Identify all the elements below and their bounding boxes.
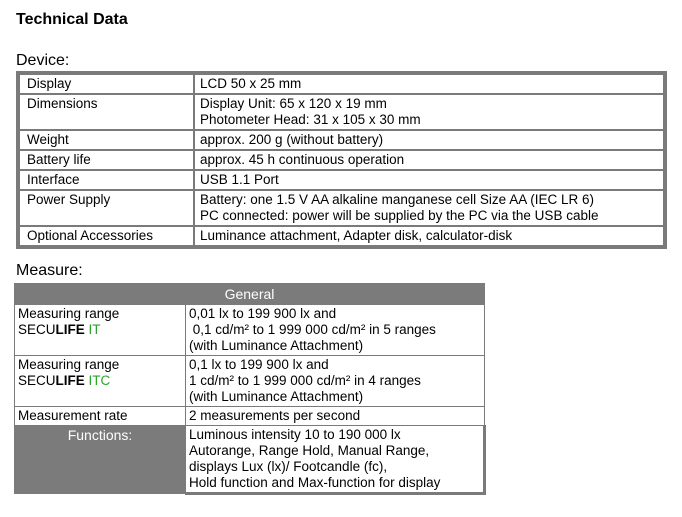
measurement-rate-key: Measurement rate <box>15 407 186 426</box>
table-row <box>15 284 485 305</box>
device-value-interface: USB 1.1 Port <box>194 170 664 190</box>
device-key-dimensions: Dimensions <box>19 94 194 130</box>
measuring-range-it-value: 0,01 lx to 199 900 lx and 0,1 cd/m² to 1 999 000 cd/m² in 5 ranges (with Luminance Attachment) <box>186 305 485 356</box>
general-header: General <box>15 284 485 305</box>
model-itc-label: ITC <box>88 373 111 388</box>
measuring-range-it-key: Measuring range SECULIFE IT <box>15 305 186 356</box>
measuring-range-itc-value: 0,1 lx to 199 900 lx and 1 cd/m² to 1 999 000 cd/m² in 4 ranges (with Luminance Attachment) <box>186 356 485 407</box>
table-row <box>19 170 664 190</box>
device-value-battery-life: approx. 45 h continuous operation <box>194 150 664 170</box>
table-row <box>19 150 664 170</box>
table-row <box>19 94 664 130</box>
device-key-optional-accessories: Optional Accessories <box>19 226 194 246</box>
device-key-display: Display <box>19 74 194 94</box>
device-value-weight: approx. 200 g (without battery) <box>194 130 664 150</box>
functions-value: Luminous intensity 10 to 190 000 lx Autorange, Range Hold, Manual Range, displays Lux (lx)/ Footcandle (fc), Hold function and Max-function for display <box>186 426 485 494</box>
device-key-power-supply: Power Supply <box>19 190 194 226</box>
device-key-weight: Weight <box>19 130 194 150</box>
model-it-label: IT <box>88 322 101 337</box>
device-key-interface: Interface <box>19 170 194 190</box>
measure-table <box>14 283 486 495</box>
table-row <box>19 226 664 246</box>
device-value-display: LCD 50 x 25 mm <box>194 74 664 94</box>
device-key-battery-life: Battery life <box>19 150 194 170</box>
functions-key: Functions: <box>15 426 186 494</box>
table-row <box>19 130 664 150</box>
device-value-power-supply: Battery: one 1.5 V AA alkaline manganese cell Size AA (IEC LR 6) PC connected: power will be supplied by the PC via the USB cable <box>194 190 664 226</box>
device-table <box>16 71 667 249</box>
table-row <box>15 356 485 407</box>
measure-section-label: Measure: <box>16 262 83 279</box>
table-row <box>15 305 485 356</box>
table-row <box>15 407 485 426</box>
table-row <box>15 426 485 494</box>
page-title: Technical Data <box>16 11 128 28</box>
measuring-range-itc-key: Measuring range SECULIFE ITC <box>15 356 186 407</box>
table-row <box>19 190 664 226</box>
measurement-rate-value: 2 measurements per second <box>186 407 485 426</box>
device-section-label: Device: <box>16 52 70 69</box>
device-value-dimensions: Display Unit: 65 x 120 x 19 mm Photometer Head: 31 x 105 x 30 mm <box>194 94 664 130</box>
table-row <box>19 74 664 94</box>
device-value-optional-accessories: Luminance attachment, Adapter disk, calculator-disk <box>194 226 664 246</box>
